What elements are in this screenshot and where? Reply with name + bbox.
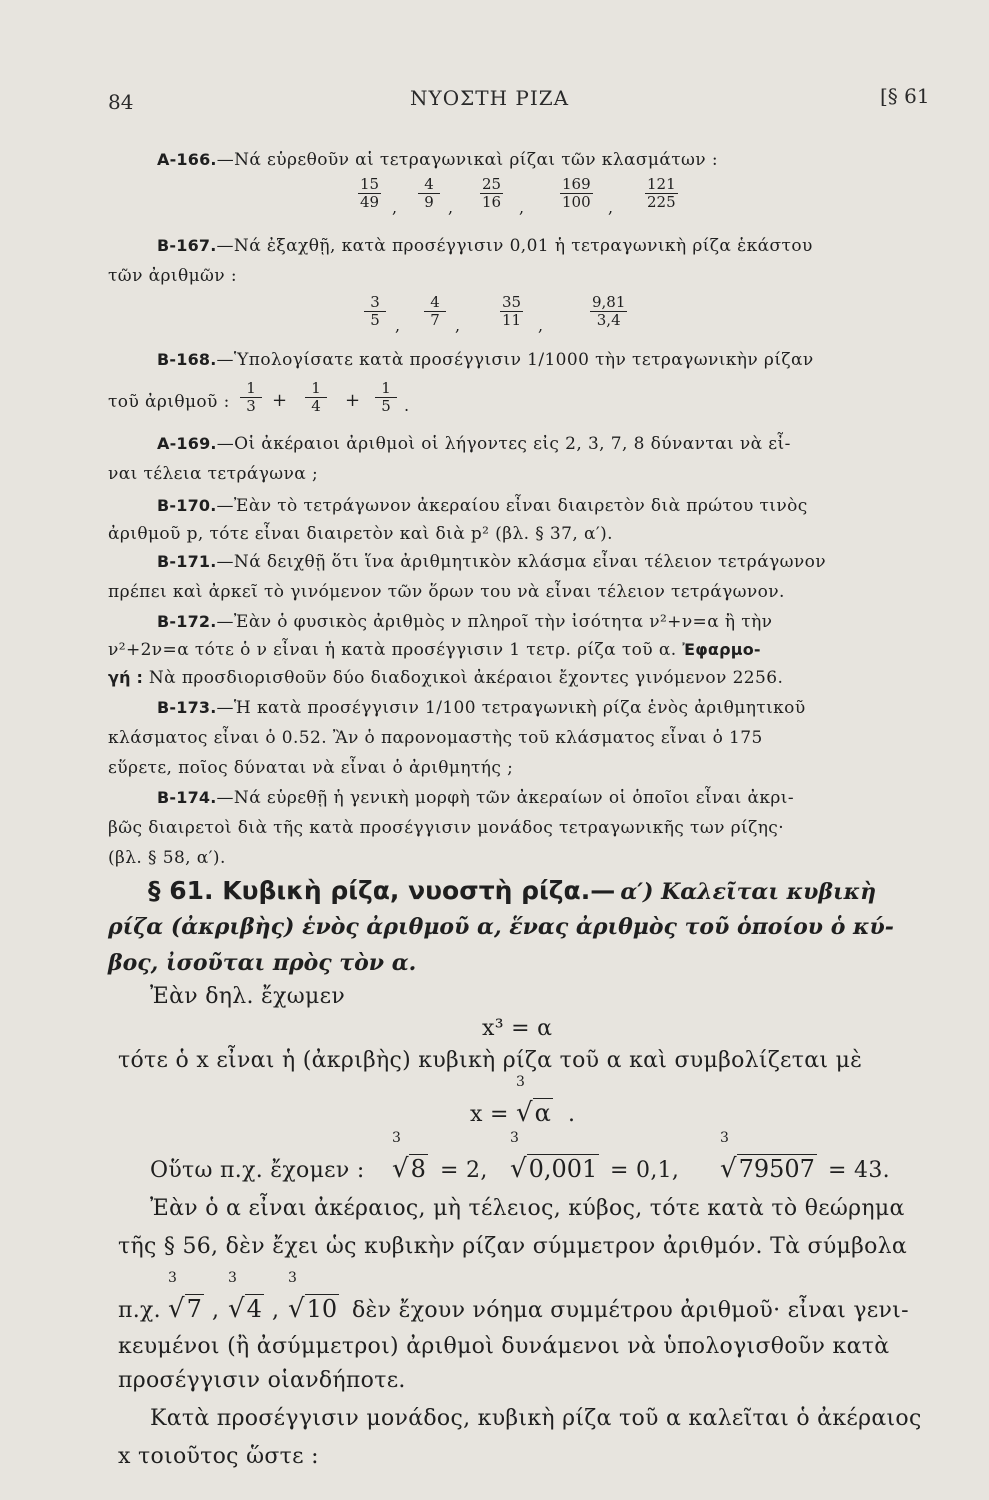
fraction: $\frac{4}{9}$ bbox=[418, 176, 440, 211]
fraction: $\frac{35}{11}$ bbox=[502, 293, 522, 329]
radicand: 4 bbox=[246, 1295, 262, 1323]
radicand: 8 bbox=[410, 1155, 426, 1183]
exercise-167 bbox=[157, 236, 813, 256]
radicand: α bbox=[534, 1099, 551, 1127]
exercise-text: —Ἐὰν ὁ φυσικὸς ἀριθμὸς ν πληροῖ τὴν ἰσότητα ν²+ν=α ἢ τὴν bbox=[216, 612, 773, 632]
body-text: Κατὰ προσέγγισιν μονάδος, κυβικὴ ρίζα τοῦ α καλεῖται ὁ ἀκέραιος bbox=[150, 1406, 922, 1431]
fraction: $\frac{1}{3}$ bbox=[240, 380, 262, 415]
exercise-174 bbox=[157, 788, 794, 808]
exercise-text: εὕρετε, ποῖος δύναται νὰ εἶναι ὁ ἀριθμητής ; bbox=[108, 758, 514, 778]
fraction: $\frac{25}{16}$ bbox=[482, 175, 502, 211]
definition-text: ρίζα (ἀκριβὴς) ἑνὸς ἀριθμοῦ α, ἕνας ἀριθμὸς τοῦ ὁποίου ὁ κύ- bbox=[108, 914, 894, 940]
radical-sign: √ bbox=[510, 1154, 527, 1184]
exercise-text bbox=[108, 640, 761, 660]
plus-sign: + bbox=[345, 390, 361, 411]
result: = 2, bbox=[440, 1158, 488, 1183]
exercise-172 bbox=[157, 612, 772, 632]
exercise-text: κλάσματος εἶναι ὁ 0.52. Ἂν ὁ παρονομαστὴς τοῦ κλάσματος εἶναι ὁ 175 bbox=[108, 728, 763, 748]
body-text: Οὕτω π.χ. ἔχομεν : bbox=[150, 1158, 365, 1183]
fraction: $\frac{15}{49}$ bbox=[360, 175, 380, 211]
radical-index: 3 bbox=[510, 1130, 519, 1146]
exercise-label: Β-172. bbox=[157, 612, 217, 631]
exercise-text: ναι τέλεια τετράγωνα ; bbox=[108, 464, 319, 484]
exercise-label: Β-171. bbox=[157, 552, 217, 571]
exercise-label: Β-170. bbox=[157, 496, 217, 515]
exercise-text: πρέπει καὶ ἀρκεῖ τὸ γινόμενον τῶν ὅρων του νὰ εἶναι τέλειον τετράγωνον. bbox=[108, 582, 785, 602]
body-text: π.χ. bbox=[118, 1298, 161, 1323]
body-text: τότε ὁ x εἶναι ἡ (ἀκριβὴς) κυβικὴ ρίζα τοῦ α καὶ συμβολίζεται μὲ bbox=[118, 1048, 863, 1073]
section-reference: [§ 61 bbox=[880, 84, 930, 108]
exercise-text: —Νά δειχθῇ ὅτι ἵνα ἀριθμητικὸν κλάσμα εἶναι τέλειον τετράγωνον bbox=[216, 552, 826, 572]
separator: , bbox=[448, 198, 454, 217]
radical-sign: √ bbox=[288, 1294, 305, 1324]
application-label: Ἐφαρμο- bbox=[682, 640, 761, 659]
radical-index: 3 bbox=[720, 1130, 729, 1146]
radical-index: 3 bbox=[168, 1270, 177, 1286]
exercise-label: Β-173. bbox=[157, 698, 217, 717]
radical-sign: √ bbox=[168, 1294, 185, 1324]
exercise-171 bbox=[157, 552, 826, 572]
radical-index: 3 bbox=[516, 1074, 525, 1090]
radical-sign: √ bbox=[228, 1294, 245, 1324]
separator: , bbox=[519, 198, 525, 217]
section-title: § 61. Κυβικὴ ρίζα, νυοστὴ ρίζα.— bbox=[148, 876, 616, 905]
fraction: $\frac{169}{100}$ bbox=[562, 175, 591, 211]
exercise-169 bbox=[157, 434, 791, 454]
cube-root bbox=[168, 1270, 204, 1324]
exercise-text: ἀριθμοῦ p, τότε εἶναι διαιρετὸν καὶ διὰ p² (βλ. § 37, α′). bbox=[108, 524, 613, 544]
exercise-text: (βλ. § 58, α′). bbox=[108, 848, 226, 868]
radicand: 0,001 bbox=[528, 1155, 598, 1183]
cube-root bbox=[510, 1130, 599, 1184]
cube-root bbox=[228, 1270, 264, 1324]
running-title: ΝΥΟΣΤΗ ΡΙΖΑ bbox=[410, 86, 570, 110]
exercise-text: —Ἡ κατὰ προσέγγισιν 1/100 τετραγωνικὴ ρίζα ἑνὸς ἀριθμητικοῦ bbox=[216, 698, 806, 718]
fraction: $\frac{1}{4}$ bbox=[305, 380, 327, 415]
exercise-170 bbox=[157, 496, 808, 516]
exercise-166 bbox=[157, 150, 718, 170]
radical-index: 3 bbox=[392, 1130, 401, 1146]
radical-sign: √ bbox=[516, 1098, 533, 1128]
separator: , bbox=[272, 1298, 280, 1323]
exercise-label: Β-168. bbox=[157, 350, 217, 369]
body-text: x τοιοῦτος ὥστε : bbox=[118, 1444, 319, 1469]
radicand: 7 bbox=[186, 1295, 202, 1323]
radical-sign: √ bbox=[720, 1154, 737, 1184]
body-text: τῆς § 56, δὲν ἔχει ὡς κυβικὴν ρίζαν σύμμετρον ἀριθμόν. Τὰ σύμβολα bbox=[118, 1234, 908, 1259]
exercise-168 bbox=[157, 350, 814, 370]
fraction: $\frac{9,81}{3,4}$ bbox=[592, 293, 626, 329]
cube-root bbox=[516, 1074, 553, 1128]
fraction: $\frac{1}{5}$ bbox=[375, 380, 397, 415]
separator: , bbox=[538, 316, 544, 335]
body-text: κευμένοι (ἢ ἀσύμμετροι) ἀριθμοὶ δυνάμενοι νὰ ὑπολογισθοῦν κατὰ bbox=[118, 1334, 890, 1359]
body-text: προσέγγισιν οἱανδήποτε. bbox=[118, 1368, 406, 1393]
definition-text: α′) Καλεῖται κυβικὴ bbox=[620, 879, 877, 905]
exercise-text: τοῦ ἀριθμοῦ : bbox=[108, 392, 230, 412]
radical-index: 3 bbox=[228, 1270, 237, 1286]
exercise-label: Α-169. bbox=[157, 434, 217, 453]
separator: , bbox=[392, 198, 398, 217]
page-number: 84 bbox=[108, 90, 134, 114]
body-text: Ἐὰν ὁ α εἶναι ἀκέραιος, μὴ τέλειος, κύβος, τότε κατὰ τὸ θεώρημα bbox=[150, 1196, 905, 1221]
exercise-173 bbox=[157, 698, 806, 718]
definition-text: βος, ἰσοῦται πρὸς τὸν α. bbox=[108, 950, 417, 976]
exercise-label: Β-167. bbox=[157, 236, 217, 255]
fraction: $\frac{4}{7}$ bbox=[424, 294, 446, 329]
separator: , bbox=[395, 316, 401, 335]
exercise-label: Α-166. bbox=[157, 150, 217, 169]
result: = 43. bbox=[828, 1158, 890, 1183]
separator: , bbox=[608, 198, 614, 217]
period: . bbox=[568, 1102, 576, 1127]
cube-root bbox=[392, 1130, 428, 1184]
exercise-text: —Οἱ ἀκέραιοι ἀριθμοὶ οἱ λήγοντες εἰς 2, 3, 7, 8 δύνανται νὰ εἶ- bbox=[216, 434, 791, 454]
radical-sign: √ bbox=[392, 1154, 409, 1184]
equation-lhs: x = bbox=[470, 1102, 509, 1127]
period: . bbox=[404, 396, 410, 415]
separator: , bbox=[212, 1298, 220, 1323]
cube-root bbox=[720, 1130, 817, 1184]
radicand: 79507 bbox=[738, 1155, 815, 1183]
exercise-text-part: Νὰ προσδιορισθοῦν δύο διαδοχικοὶ ἀκέραιοι ἔχοντες γινόμενον 2256. bbox=[148, 668, 784, 688]
exercise-text bbox=[108, 668, 783, 688]
separator: , bbox=[455, 316, 461, 335]
body-text: δὲν ἔχουν νόημα συμμέτρου ἀριθμοῦ· εἶναι γενι- bbox=[352, 1298, 909, 1323]
equation-cube-root bbox=[470, 1100, 509, 1130]
equation-cube: x³ = α bbox=[482, 1016, 553, 1041]
exercise-text: —Νά εὑρεθοῦν αἱ τετραγωνικαὶ ρίζαι τῶν κλασμάτων : bbox=[216, 150, 718, 170]
radicand: 10 bbox=[306, 1295, 338, 1323]
result: = 0,1, bbox=[610, 1158, 680, 1183]
section-heading bbox=[148, 876, 876, 905]
cube-root bbox=[288, 1270, 339, 1324]
fraction: $\frac{121}{225}$ bbox=[647, 175, 676, 211]
body-text: Ἐὰν δηλ. ἔχωμεν bbox=[150, 984, 345, 1009]
exercise-text-part: ν²+2ν=α τότε ὁ ν εἶναι ἡ κατὰ προσέγγισιν 1 τετρ. ρίζα τοῦ α. bbox=[108, 640, 677, 660]
exercise-text: βῶς διαιρετοὶ διὰ τῆς κατὰ προσέγγισιν μονάδος τετραγωνικῆς των ρίζης· bbox=[108, 818, 785, 838]
exercise-text: —Ἐὰν τὸ τετράγωνον ἀκεραίου εἶναι διαιρετὸν διὰ πρώτου τινὸς bbox=[216, 496, 808, 516]
fraction: $\frac{3}{5}$ bbox=[364, 294, 386, 329]
exercise-label: Β-174. bbox=[157, 788, 217, 807]
plus-sign: + bbox=[272, 390, 288, 411]
exercise-text: —Ὑπολογίσατε κατὰ προσέγγισιν 1/1000 τὴν τετραγωνικὴν ρίζαν bbox=[216, 350, 814, 370]
exercise-text: —Νά ἐξαχθῇ, κατὰ προσέγγισιν 0,01 ἡ τετραγωνικὴ ρίζα ἑκάστου bbox=[216, 236, 813, 256]
radical-index: 3 bbox=[288, 1270, 297, 1286]
exercise-text: —Νά εὑρεθῇ ἡ γενικὴ μορφὴ τῶν ἀκεραίων οἱ ὁποῖοι εἶναι ἀκρι- bbox=[216, 788, 795, 808]
exercise-text: τῶν ἀριθμῶν : bbox=[108, 266, 237, 286]
application-label: γή : bbox=[108, 668, 144, 687]
